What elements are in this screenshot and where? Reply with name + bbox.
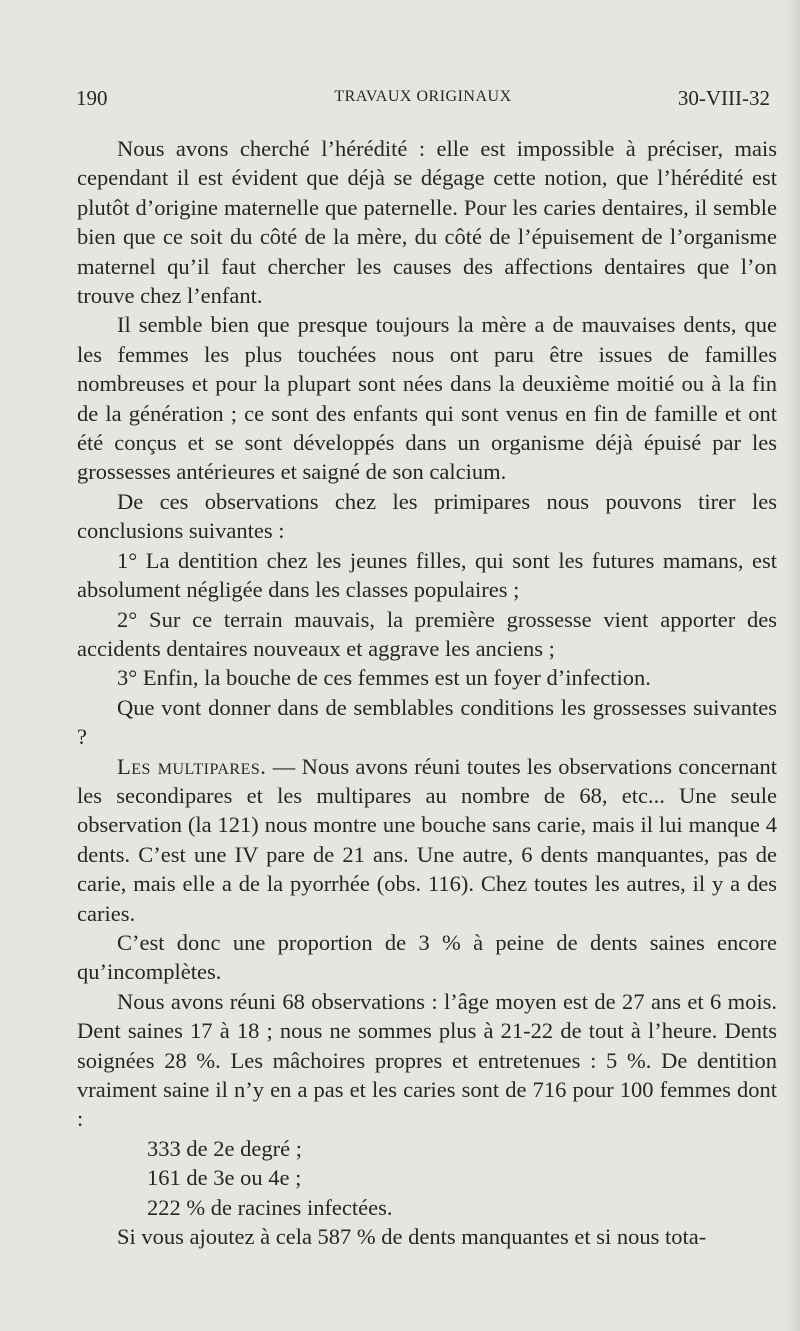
paragraph: Il semble bien que presque toujours la mère a de mauvaises dents, que les femmes les plus touchées nous ont paru être issues de familles nombreuses et pour la plupart sont nées dans la deuxième moitié ou à la fin de la génération ; ce sont des enfants qui sont venus en fin de famille et ont été conçus et se sont développés dans un organisme déjà épuisé par les grossesses antérieures et saigné de son calcium. — [77, 312, 777, 485]
section-text: — Nous avons réuni toutes les observations concernant les secondipares et les multipares au nombre de 68, etc... Une seule observation (la 121) nous montre une bouche sans carie, mais il lui manque 4 dents. C’est une IV pare de 21 ans. Une autre, 6 dents manquantes, pas de carie, mais elle a de la pyorrhée (obs. 116). Chez toutes les autres, il y a des caries. — [77, 753, 778, 926]
list-item: 222 % de racines infectées. — [147, 1194, 393, 1220]
running-title: TRAVAUX ORIGINAUX — [334, 88, 512, 105]
running-header — [76, 86, 770, 120]
page-number: 190 — [76, 86, 108, 110]
paragraph: Nous avons cherché l’hérédité : elle est impossible à préciser, mais cependant il est évident que déjà se dégage cette notion, que l’hérédité est plutôt d’origine maternelle que paternelle. Pour les caries dentaires, il semble bien que ce soit du côté de la mère, du côté de l’épuisement de l’organisme maternel qu’il faut chercher les causes des affections dentaires que l’on trouve chez l’enfant. — [77, 136, 777, 309]
conclusion-item: 2° Sur ce terrain mauvais, la première grossesse vient apporter des accidents dentaires nouveaux et aggrave les anciens ; — [77, 606, 777, 661]
paragraph: C’est donc une proportion de 3 % à peine de dents saines encore qu’incomplètes. — [77, 929, 777, 985]
page-edge-shadow — [786, 0, 800, 1331]
conclusion-item: 3° Enfin, la bouche de ces femmes est un foyer d’infection. — [117, 665, 651, 691]
paragraph: Que vont donner dans de semblables conditions les grossesses suivantes ? — [77, 694, 777, 750]
paragraph: Si vous ajoutez à cela 587 % de dents manquantes et si nous tota- — [117, 1224, 707, 1250]
paragraph: De ces observations chez les primipares nous pouvons tirer les conclusions suivantes : — [77, 488, 777, 544]
section-paragraph — [77, 752, 777, 928]
list-item: 333 de 2e degré ; — [147, 1135, 302, 1161]
issue-date: 30-VIII-32 — [677, 86, 770, 110]
body-text — [77, 134, 777, 1251]
conclusion-item: 1° La dentition chez les jeunes filles, qui sont les futures mamans, est absolument négligée dans les classes populaires ; — [77, 547, 777, 603]
list-item: 161 de 3e ou 4e ; — [147, 1165, 302, 1191]
paragraph: Nous avons réuni 68 observations : l’âge moyen est de 27 ans et 6 mois. Dent saines 17 à 18 ; nous ne sommes plus à 21-22 de tout à l’heure. Dents soignées 28 %. Les mâchoires propres et entretenues : 5 %. De dentition vraiment saine il n’y en a pas et les caries sont de 716 pour 100 femmes dont : — [77, 988, 777, 1132]
section-heading: Les multipares. — [117, 753, 267, 779]
